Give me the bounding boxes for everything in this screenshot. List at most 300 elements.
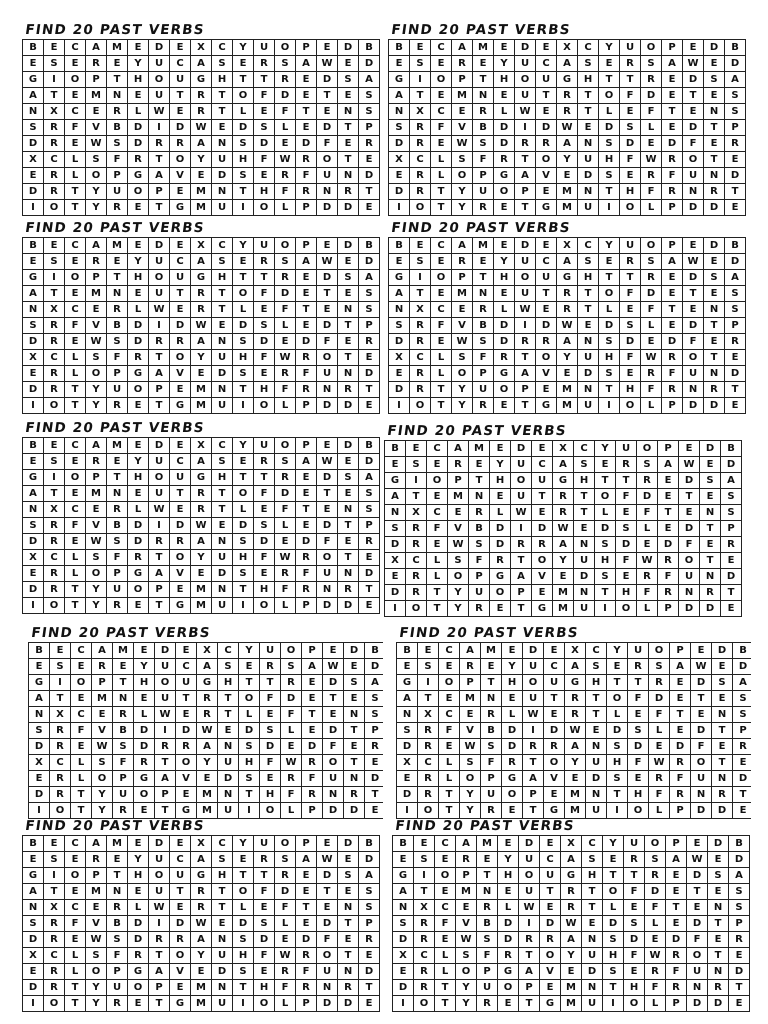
letter-cell: F bbox=[65, 518, 86, 534]
letter-cell: E bbox=[431, 254, 452, 270]
letter-cell: Y bbox=[92, 803, 113, 819]
letter-cell: R bbox=[92, 659, 113, 675]
letter-cell: Y bbox=[456, 996, 477, 1012]
letter-cell: R bbox=[469, 505, 490, 521]
letter-cell: A bbox=[721, 473, 742, 489]
grid-row bbox=[23, 238, 380, 254]
letter-cell: T bbox=[519, 996, 540, 1012]
letter-cell: L bbox=[65, 152, 86, 168]
letter-cell: E bbox=[439, 659, 460, 675]
letter-cell: W bbox=[637, 553, 658, 569]
grid-row bbox=[23, 980, 380, 996]
letter-cell: U bbox=[176, 675, 197, 691]
grid-row bbox=[23, 486, 380, 502]
letter-cell: G bbox=[23, 270, 44, 286]
letter-cell: N bbox=[469, 489, 490, 505]
letter-cell: S bbox=[107, 334, 128, 350]
letter-cell: C bbox=[574, 441, 595, 457]
letter-cell: I bbox=[44, 270, 65, 286]
letter-cell: X bbox=[23, 152, 44, 168]
letter-cell: E bbox=[317, 836, 338, 852]
letter-cell: D bbox=[544, 723, 565, 739]
letter-cell: R bbox=[275, 366, 296, 382]
letter-cell: M bbox=[191, 980, 212, 996]
letter-cell: O bbox=[149, 470, 170, 486]
letter-cell: C bbox=[439, 643, 460, 659]
letter-cell: U bbox=[691, 771, 712, 787]
letter-grid bbox=[22, 39, 380, 216]
letter-cell: Y bbox=[86, 582, 107, 598]
letter-cell: T bbox=[296, 502, 317, 518]
letter-cell: T bbox=[427, 601, 448, 617]
letter-cell: E bbox=[275, 334, 296, 350]
letter-cell: N bbox=[389, 302, 410, 318]
letter-cell: A bbox=[359, 868, 380, 884]
letter-cell: R bbox=[302, 755, 323, 771]
letter-cell: E bbox=[170, 980, 191, 996]
letter-cell: I bbox=[149, 916, 170, 932]
letter-cell: S bbox=[397, 723, 418, 739]
letter-cell: X bbox=[414, 900, 435, 916]
letter-cell: H bbox=[586, 675, 607, 691]
letter-cell: M bbox=[107, 438, 128, 454]
letter-cell: N bbox=[23, 302, 44, 318]
letter-cell: I bbox=[410, 270, 431, 286]
letter-cell: E bbox=[170, 502, 191, 518]
letter-cell: E bbox=[302, 675, 323, 691]
letter-cell: I bbox=[515, 318, 536, 334]
letter-cell: D bbox=[511, 441, 532, 457]
letter-cell: Y bbox=[452, 200, 473, 216]
letter-cell: E bbox=[296, 270, 317, 286]
letter-cell: S bbox=[23, 318, 44, 334]
letter-cell: W bbox=[641, 350, 662, 366]
letter-cell: T bbox=[574, 489, 595, 505]
letter-cell: D bbox=[134, 739, 155, 755]
letter-cell: H bbox=[254, 184, 275, 200]
letter-cell: E bbox=[544, 643, 565, 659]
letter-cell: T bbox=[595, 585, 616, 601]
letter-cell: E bbox=[107, 852, 128, 868]
letter-cell: G bbox=[561, 868, 582, 884]
grid-row bbox=[393, 932, 750, 948]
letter-cell: S bbox=[704, 270, 725, 286]
letter-cell: A bbox=[658, 457, 679, 473]
letter-cell: I bbox=[389, 398, 410, 414]
letter-cell: F bbox=[254, 350, 275, 366]
letter-cell: F bbox=[275, 104, 296, 120]
letter-cell: P bbox=[662, 40, 683, 56]
letter-cell: F bbox=[637, 585, 658, 601]
letter-cell: N bbox=[338, 566, 359, 582]
letter-cell: F bbox=[439, 723, 460, 739]
letter-cell: Y bbox=[191, 350, 212, 366]
letter-cell: R bbox=[275, 566, 296, 582]
letter-cell: U bbox=[574, 601, 595, 617]
letter-cell: E bbox=[317, 502, 338, 518]
letter-cell: E bbox=[65, 56, 86, 72]
letter-cell: L bbox=[595, 505, 616, 521]
letter-cell: R bbox=[113, 803, 134, 819]
letter-cell: O bbox=[439, 675, 460, 691]
letter-cell: P bbox=[658, 441, 679, 457]
letter-cell: S bbox=[414, 852, 435, 868]
letter-cell: E bbox=[658, 473, 679, 489]
letter-cell: F bbox=[302, 771, 323, 787]
letter-cell: O bbox=[515, 72, 536, 88]
letter-cell: O bbox=[519, 868, 540, 884]
letter-cell: O bbox=[128, 582, 149, 598]
letter-cell: V bbox=[460, 723, 481, 739]
letter-cell: P bbox=[662, 200, 683, 216]
letter-cell: G bbox=[170, 398, 191, 414]
letter-cell: E bbox=[317, 302, 338, 318]
letter-cell: E bbox=[624, 964, 645, 980]
letter-cell: U bbox=[212, 200, 233, 216]
letter-cell: S bbox=[23, 120, 44, 136]
letter-cell: M bbox=[86, 286, 107, 302]
letter-grid bbox=[22, 835, 380, 1012]
letter-cell: D bbox=[128, 518, 149, 534]
grid-row bbox=[23, 270, 380, 286]
letter-cell: R bbox=[113, 707, 134, 723]
letter-cell: F bbox=[317, 334, 338, 350]
letter-cell: I bbox=[44, 72, 65, 88]
letter-cell: L bbox=[65, 550, 86, 566]
letter-cell: L bbox=[439, 755, 460, 771]
letter-cell: C bbox=[44, 350, 65, 366]
letter-cell: X bbox=[23, 350, 44, 366]
letter-cell: D bbox=[620, 334, 641, 350]
letter-cell: R bbox=[107, 398, 128, 414]
letter-cell: E bbox=[176, 707, 197, 723]
letter-cell: D bbox=[254, 534, 275, 550]
grid-row bbox=[23, 318, 380, 334]
letter-cell: T bbox=[515, 152, 536, 168]
letter-cell: E bbox=[128, 200, 149, 216]
letter-cell: B bbox=[397, 643, 418, 659]
letter-cell: E bbox=[385, 457, 406, 473]
letter-cell: E bbox=[729, 996, 750, 1012]
grid-row bbox=[29, 787, 384, 803]
letter-cell: S bbox=[92, 755, 113, 771]
letter-cell: D bbox=[254, 334, 275, 350]
letter-cell: E bbox=[107, 254, 128, 270]
letter-cell: S bbox=[624, 916, 645, 932]
letter-cell: E bbox=[65, 932, 86, 948]
letter-cell: R bbox=[134, 755, 155, 771]
grid-row bbox=[23, 56, 380, 72]
letter-cell: W bbox=[641, 152, 662, 168]
letter-cell: E bbox=[599, 56, 620, 72]
letter-cell: E bbox=[494, 286, 515, 302]
grid-row bbox=[29, 659, 384, 675]
letter-cell: E bbox=[23, 852, 44, 868]
letter-cell: U bbox=[523, 691, 544, 707]
letter-cell: U bbox=[254, 40, 275, 56]
letter-cell: D bbox=[494, 334, 515, 350]
letter-cell: R bbox=[50, 771, 71, 787]
letter-cell: T bbox=[620, 270, 641, 286]
grid-row bbox=[393, 884, 750, 900]
letter-cell: N bbox=[338, 302, 359, 318]
letter-cell: S bbox=[595, 569, 616, 585]
letter-cell: U bbox=[540, 868, 561, 884]
letter-cell: E bbox=[691, 643, 712, 659]
letter-cell: H bbox=[239, 755, 260, 771]
letter-cell: U bbox=[515, 56, 536, 72]
letter-cell: R bbox=[616, 457, 637, 473]
letter-cell: E bbox=[544, 787, 565, 803]
grid-row bbox=[385, 521, 742, 537]
letter-cell: G bbox=[128, 964, 149, 980]
letter-cell: T bbox=[338, 350, 359, 366]
letter-cell: S bbox=[359, 88, 380, 104]
letter-cell: S bbox=[338, 470, 359, 486]
letter-cell: D bbox=[679, 601, 700, 617]
letter-cell: A bbox=[452, 40, 473, 56]
letter-cell: P bbox=[469, 569, 490, 585]
letter-cell: C bbox=[44, 152, 65, 168]
letter-cell: U bbox=[586, 803, 607, 819]
letter-cell: R bbox=[149, 334, 170, 350]
letter-cell: U bbox=[170, 470, 191, 486]
grid-row bbox=[23, 40, 380, 56]
letter-cell: T bbox=[477, 868, 498, 884]
letter-cell: P bbox=[86, 470, 107, 486]
letter-cell: X bbox=[561, 836, 582, 852]
letter-cell: D bbox=[23, 184, 44, 200]
letter-cell: E bbox=[338, 136, 359, 152]
letter-cell: E bbox=[410, 40, 431, 56]
letter-cell: A bbox=[296, 852, 317, 868]
letter-cell: R bbox=[254, 56, 275, 72]
letter-cell: R bbox=[561, 884, 582, 900]
letter-cell: Y bbox=[86, 996, 107, 1012]
letter-cell: E bbox=[170, 382, 191, 398]
letter-cell: E bbox=[536, 302, 557, 318]
letter-cell: A bbox=[29, 691, 50, 707]
letter-cell: D bbox=[317, 200, 338, 216]
letter-cell: L bbox=[603, 900, 624, 916]
grid-row bbox=[29, 675, 384, 691]
grid-row bbox=[385, 537, 742, 553]
letter-cell: P bbox=[670, 803, 691, 819]
letter-cell: T bbox=[218, 707, 239, 723]
letter-cell: E bbox=[296, 286, 317, 302]
letter-cell: L bbox=[649, 803, 670, 819]
letter-cell: V bbox=[170, 168, 191, 184]
letter-cell: C bbox=[218, 643, 239, 659]
letter-cell: D bbox=[317, 270, 338, 286]
letter-cell: S bbox=[649, 659, 670, 675]
letter-cell: D bbox=[275, 884, 296, 900]
letter-cell: F bbox=[317, 136, 338, 152]
letter-cell: E bbox=[502, 643, 523, 659]
letter-cell: A bbox=[557, 136, 578, 152]
letter-cell: F bbox=[296, 168, 317, 184]
letter-cell: M bbox=[452, 88, 473, 104]
letter-cell: D bbox=[170, 120, 191, 136]
grid-row bbox=[29, 723, 384, 739]
letter-cell: E bbox=[712, 691, 733, 707]
letter-cell: M bbox=[191, 200, 212, 216]
letter-cell: X bbox=[191, 40, 212, 56]
letter-cell: O bbox=[410, 200, 431, 216]
letter-cell: M bbox=[557, 382, 578, 398]
letter-cell: E bbox=[532, 505, 553, 521]
letter-cell: G bbox=[191, 470, 212, 486]
letter-cell: E bbox=[338, 88, 359, 104]
letter-cell: E bbox=[65, 486, 86, 502]
letter-cell: D bbox=[128, 534, 149, 550]
letter-cell: L bbox=[645, 996, 666, 1012]
letter-cell: E bbox=[557, 168, 578, 184]
letter-cell: V bbox=[544, 771, 565, 787]
letter-cell: S bbox=[233, 534, 254, 550]
letter-cell: R bbox=[410, 382, 431, 398]
letter-cell: R bbox=[662, 152, 683, 168]
letter-cell: E bbox=[666, 884, 687, 900]
letter-cell: E bbox=[254, 366, 275, 382]
letter-cell: T bbox=[427, 585, 448, 601]
letter-cell: T bbox=[578, 88, 599, 104]
letter-cell: R bbox=[281, 675, 302, 691]
letter-cell: D bbox=[317, 72, 338, 88]
letter-cell: G bbox=[176, 803, 197, 819]
letter-cell: R bbox=[44, 534, 65, 550]
letter-cell: P bbox=[149, 582, 170, 598]
letter-cell: Y bbox=[553, 553, 574, 569]
letter-cell: A bbox=[725, 72, 746, 88]
letter-cell: E bbox=[71, 739, 92, 755]
letter-cell: S bbox=[344, 675, 365, 691]
letter-cell: T bbox=[71, 787, 92, 803]
letter-cell: M bbox=[197, 803, 218, 819]
letter-cell: V bbox=[86, 318, 107, 334]
letter-cell: O bbox=[603, 884, 624, 900]
letter-cell: T bbox=[233, 980, 254, 996]
letter-cell: S bbox=[599, 366, 620, 382]
letter-cell: E bbox=[65, 534, 86, 550]
letter-cell: X bbox=[389, 350, 410, 366]
letter-cell: D bbox=[338, 598, 359, 614]
letter-cell: L bbox=[275, 318, 296, 334]
letter-cell: R bbox=[44, 916, 65, 932]
puzzle-title: FIND 20 PAST VERBS bbox=[390, 22, 572, 38]
letter-cell: T bbox=[212, 104, 233, 120]
letter-cell: R bbox=[641, 72, 662, 88]
letter-cell: E bbox=[700, 537, 721, 553]
grid-row bbox=[397, 707, 752, 723]
letter-cell: L bbox=[275, 398, 296, 414]
letter-cell: C bbox=[414, 948, 435, 964]
letter-cell: R bbox=[128, 152, 149, 168]
letter-cell: Y bbox=[456, 980, 477, 996]
letter-cell: D bbox=[691, 803, 712, 819]
letter-cell: D bbox=[323, 675, 344, 691]
letter-cell: O bbox=[511, 473, 532, 489]
letter-cell: N bbox=[704, 302, 725, 318]
letter-cell: R bbox=[532, 537, 553, 553]
letter-cell: N bbox=[473, 88, 494, 104]
letter-cell: D bbox=[176, 723, 197, 739]
grid-row bbox=[29, 803, 384, 819]
letter-cell: P bbox=[107, 168, 128, 184]
letter-cell: R bbox=[519, 932, 540, 948]
letter-cell: T bbox=[406, 489, 427, 505]
letter-cell: R bbox=[649, 675, 670, 691]
letter-cell: M bbox=[473, 238, 494, 254]
letter-cell: S bbox=[607, 771, 628, 787]
letter-cell: R bbox=[365, 739, 384, 755]
letter-cell: R bbox=[359, 932, 380, 948]
letter-cell: I bbox=[233, 996, 254, 1012]
letter-cell: D bbox=[607, 723, 628, 739]
letter-cell: Y bbox=[557, 152, 578, 168]
letter-cell: T bbox=[708, 948, 729, 964]
letter-cell: E bbox=[662, 88, 683, 104]
letter-cell: S bbox=[733, 707, 752, 723]
letter-cell: D bbox=[393, 980, 414, 996]
word-search-puzzle bbox=[22, 818, 377, 1012]
letter-cell: T bbox=[536, 88, 557, 104]
letter-cell: M bbox=[561, 980, 582, 996]
letter-cell: V bbox=[536, 366, 557, 382]
letter-cell: O bbox=[92, 771, 113, 787]
letter-cell: S bbox=[359, 502, 380, 518]
letter-cell: E bbox=[323, 707, 344, 723]
letter-cell: S bbox=[578, 254, 599, 270]
letter-cell: F bbox=[658, 569, 679, 585]
letter-cell: N bbox=[23, 104, 44, 120]
letter-cell: P bbox=[666, 836, 687, 852]
letter-cell: D bbox=[233, 120, 254, 136]
letter-cell: U bbox=[212, 598, 233, 614]
letter-cell: R bbox=[658, 553, 679, 569]
letter-cell: P bbox=[662, 398, 683, 414]
letter-cell: E bbox=[628, 707, 649, 723]
letter-cell: S bbox=[389, 120, 410, 136]
letter-cell: W bbox=[86, 534, 107, 550]
letter-cell: B bbox=[469, 521, 490, 537]
letter-cell: E bbox=[338, 486, 359, 502]
letter-cell: E bbox=[540, 900, 561, 916]
letter-cell: A bbox=[523, 771, 544, 787]
letter-cell: Y bbox=[86, 382, 107, 398]
letter-cell: U bbox=[107, 582, 128, 598]
letter-cell: O bbox=[645, 836, 666, 852]
letter-cell: S bbox=[275, 454, 296, 470]
letter-cell: E bbox=[540, 980, 561, 996]
letter-cell: Y bbox=[494, 56, 515, 72]
letter-cell: A bbox=[191, 932, 212, 948]
letter-cell: T bbox=[170, 286, 191, 302]
grid-row bbox=[23, 900, 380, 916]
letter-cell: P bbox=[725, 120, 746, 136]
letter-cell: U bbox=[260, 643, 281, 659]
letter-cell: R bbox=[44, 382, 65, 398]
letter-cell: T bbox=[582, 884, 603, 900]
letter-cell: G bbox=[170, 200, 191, 216]
letter-cell: T bbox=[344, 723, 365, 739]
letter-cell: A bbox=[452, 238, 473, 254]
letter-cell: N bbox=[107, 486, 128, 502]
grid-row bbox=[389, 238, 746, 254]
letter-cell: R bbox=[414, 932, 435, 948]
letter-cell: G bbox=[191, 72, 212, 88]
letter-cell: N bbox=[704, 168, 725, 184]
